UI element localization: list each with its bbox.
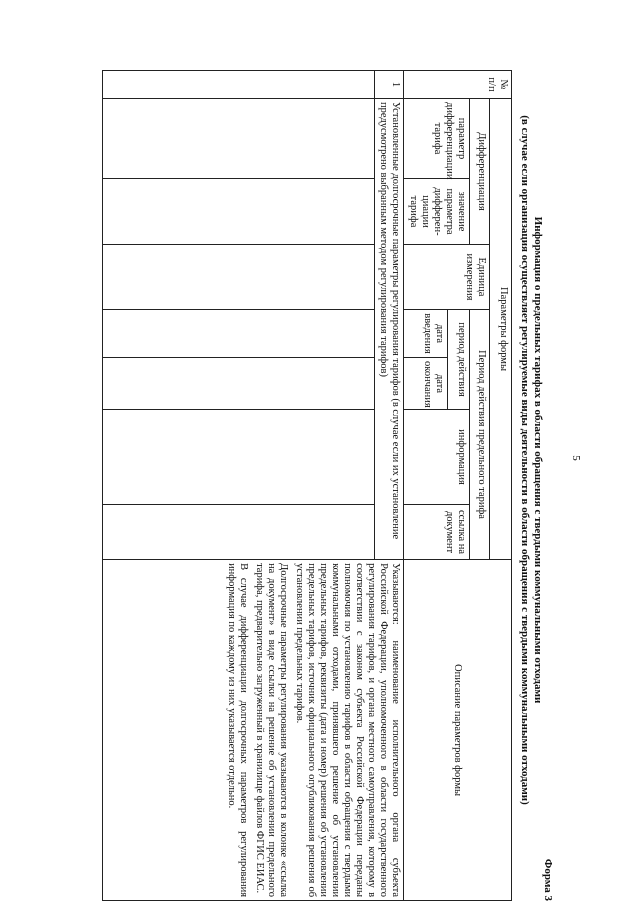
row-1-text: Установленные долгосрочные параметры регулирования тарифов (в случае если их установление предусмотрено выбранным методом регулирования тарифов) <box>375 99 404 560</box>
header-start-date: дата введения <box>404 310 448 358</box>
row-1-empty-cell <box>103 505 375 560</box>
row-1-description <box>103 560 404 901</box>
header-validity: Период действия предельного тарифа <box>470 310 490 560</box>
header-num: № п/п <box>404 71 512 99</box>
header-unit: Единица измерения <box>404 245 490 310</box>
row-1-empty-cell <box>103 71 375 99</box>
header-params-form: Параметры формы <box>490 99 512 560</box>
row-1-num: 1 <box>375 71 404 99</box>
tariff-parameters-table <box>102 70 512 901</box>
header-description: Описание параметров формы <box>404 560 512 901</box>
row-1-empty-cell <box>103 179 375 245</box>
description-paragraph-2: Долгосрочные параметры регулирования указываются в колонке «ссылка на документ» в виде ссылки на решение об установлении предельного тарифа, предварительно загруженный в хранилище файлов ФГИС ЕИАС. <box>254 563 289 898</box>
title-line-2: (в случае если организация осуществляет регулируемые виды деятельности в области обращения с твердыми коммунальными отходами) <box>519 115 531 805</box>
document-title <box>518 75 544 845</box>
form-label: Форма 3 <box>542 858 554 901</box>
row-1-empty-cell <box>103 99 375 179</box>
header-diff-param: параметр дифференциации тарифа <box>404 99 470 179</box>
row-1-empty-cell <box>103 245 375 310</box>
row-1-empty-cell <box>103 310 375 358</box>
header-doc-link: ссылка на документ <box>404 505 470 560</box>
description-paragraph-3: В случае дифференциации долгосрочных параметров регулирования информация по каждому из них указывается отдельно. <box>226 563 249 898</box>
header-end-date: дата окончания <box>404 358 448 410</box>
description-paragraph-1: Указываются: наименование исполнительного органа субъекта Российской Федерации, уполномоченного в области государственного регулирования тарифов, и органа местного самоуправления, которому в соответствии с законом субъекта Российской Федерации переданы полномочия по установлению тарифов в области обращения с твердыми коммунальными отходами, принявшего решение об установлении предельных тарифов, реквизиты (дата и номер) решения об установлении предельных тарифов, источник официального опубликования решения об установлении предельных тарифов. <box>294 563 401 898</box>
title-line-1: Информация о предельных тарифах в области обращения с твердыми коммунальными отходами <box>532 216 544 704</box>
header-differentiation: Дифференциация <box>470 99 490 245</box>
page-number: 5 <box>570 455 582 461</box>
row-1-empty-cell <box>103 410 375 505</box>
header-period: период действия <box>448 310 470 410</box>
header-info: информация <box>404 410 470 505</box>
row-1-empty-cell <box>103 358 375 410</box>
rotated-sheet <box>40 45 560 905</box>
header-diff-value: значение параметра дифферен-циации тарифа <box>404 179 470 245</box>
